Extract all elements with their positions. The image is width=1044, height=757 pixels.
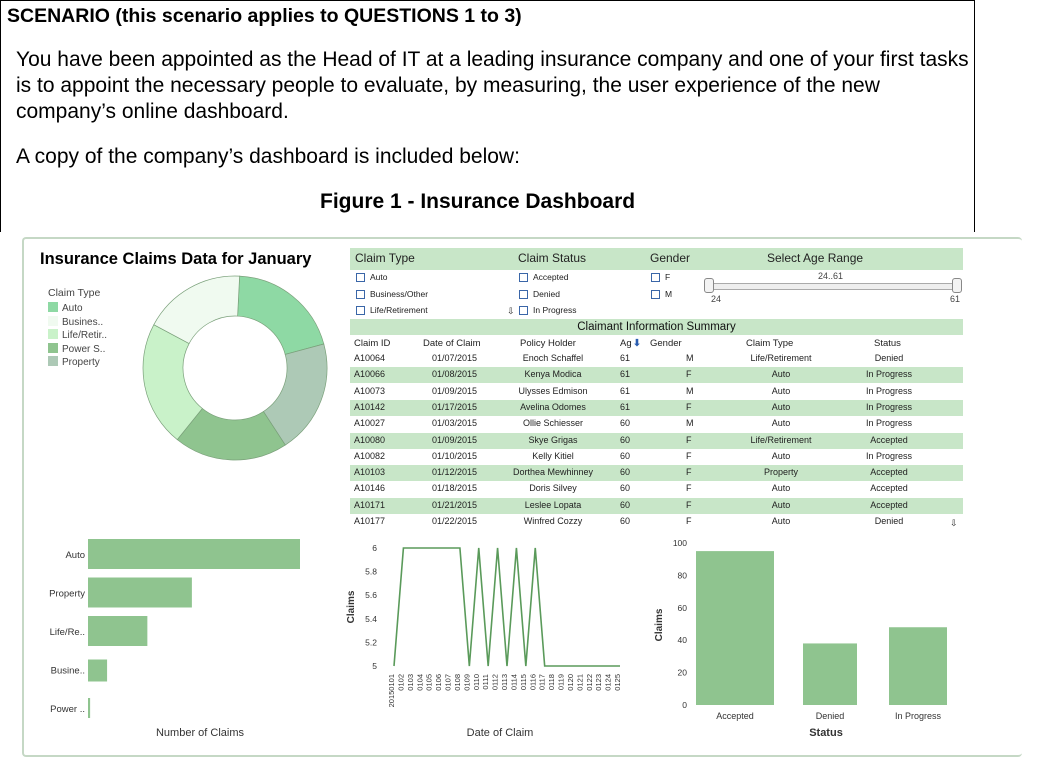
x-axis-title: Date of Claim [466, 727, 534, 739]
bar[interactable] [88, 698, 90, 718]
table-cell: A10171 [354, 499, 386, 510]
table-cell: F [686, 467, 692, 478]
claims-by-date-line-chart [340, 540, 630, 742]
table-cell: 60 [620, 418, 631, 429]
table-cell: Auto [771, 385, 791, 396]
table-cell: Ulysses Edmison [518, 385, 588, 396]
table-row[interactable] [350, 433, 963, 449]
col-header-policy-holder[interactable]: Policy Holder [520, 338, 576, 349]
filter-option-denied[interactable]: Denied [519, 289, 560, 300]
legend-swatch [48, 329, 58, 339]
table-cell: 60 [620, 516, 631, 526]
legend-label: Life/Retir.. [62, 330, 108, 341]
x-tick-label: 0121 [575, 674, 585, 691]
scenario-title: SCENARIO (this scenario applies to QUESTIONS 1 to 3) [7, 5, 522, 27]
table-cell: 01/09/2015 [432, 385, 478, 396]
table-cell: F [686, 483, 692, 494]
filter-option-in-progress[interactable]: In Progress [519, 305, 576, 316]
table-cell: Property [763, 467, 798, 478]
age-slider-max-handle[interactable] [952, 278, 962, 293]
x-axis-title: Status [809, 727, 843, 739]
x-tick-label: 0103 [405, 674, 415, 691]
table-cell: 60 [620, 450, 631, 461]
table-cell: 01/18/2015 [432, 483, 478, 494]
checkbox-icon [356, 306, 365, 315]
table-cell: Auto [771, 418, 791, 429]
age-min-label: 24 [711, 294, 722, 304]
table-cell: 61 [620, 369, 631, 380]
x-tick-label: 0125 [613, 674, 622, 691]
table-cell: 01/10/2015 [432, 450, 478, 461]
checkbox-icon [651, 290, 660, 299]
col-header-claim-id[interactable]: Claim ID [354, 338, 391, 349]
y-axis-title: Claims [654, 608, 665, 642]
age-max-label: 61 [950, 294, 961, 304]
x-tick-label: 0112 [490, 674, 500, 691]
table-cell: In Progress [865, 418, 913, 429]
table-cell: Accepted [870, 499, 908, 510]
table-cell: 61 [620, 353, 631, 363]
table-cell: Auto [771, 450, 791, 461]
filter-option-female[interactable]: F [651, 272, 670, 283]
table-cell: 01/21/2015 [432, 499, 478, 510]
table-cell: 01/08/2015 [432, 369, 478, 380]
checkbox-icon [519, 273, 528, 282]
legend-item[interactable] [48, 343, 107, 357]
col-header-status[interactable]: Status [874, 338, 901, 349]
table-cell: Accepted [870, 434, 908, 445]
table-cell: Avelina Odomes [520, 401, 586, 412]
table-cell: M [686, 353, 694, 363]
y-tick-label: 5.6 [365, 590, 377, 601]
table-cell: Ollie Schiesser [522, 418, 584, 429]
table-cell: Skye Grigas [528, 434, 578, 445]
col-header-date[interactable]: Date of Claim [423, 338, 481, 349]
table-cell: A10177 [354, 516, 386, 526]
table-cell: F [686, 450, 692, 461]
table-cell: A10146 [354, 483, 386, 494]
x-tick-label: 0106 [434, 674, 444, 691]
table-cell: F [686, 369, 692, 380]
claim-type-filter-label: Claim Type [355, 251, 415, 265]
table-cell: 01/12/2015 [432, 467, 478, 478]
y-tick-label: 60 [677, 602, 687, 613]
x-tick-label: 0105 [424, 674, 434, 691]
y-tick-label: 5.8 [365, 566, 377, 577]
claims-by-status-bar-chart [650, 535, 970, 742]
legend-label: Auto [62, 303, 83, 314]
table-cell: 60 [620, 434, 631, 445]
category-label: Auto [65, 550, 85, 561]
table-row[interactable] [350, 384, 963, 400]
scenario-copy-line: A copy of the company’s dashboard is included below: [16, 145, 520, 168]
checkbox-icon [519, 306, 528, 315]
table-cell: Denied [874, 516, 904, 526]
legend-label: Power S.. [62, 343, 106, 355]
y-tick-label: 20 [677, 667, 687, 678]
table-row[interactable] [350, 416, 963, 432]
y-tick-label: 6 [372, 543, 377, 553]
table-cell: 01/09/2015 [432, 434, 478, 445]
claims-by-type-bar-chart [38, 535, 318, 742]
table-cell: A10082 [354, 450, 386, 461]
sort-down-icon[interactable]: ⬇ [633, 338, 641, 349]
col-header-claim-type[interactable]: Claim Type [746, 338, 794, 349]
x-tick-label: 0104 [415, 674, 425, 691]
table-cell: Doris Silvey [529, 483, 577, 494]
table-cell: A10064 [354, 353, 386, 363]
legend-item[interactable] [48, 356, 107, 370]
table-row[interactable] [350, 351, 963, 367]
legend-swatch [48, 343, 58, 353]
y-tick-label: 40 [677, 635, 687, 646]
col-header-gender[interactable]: Gender [650, 338, 682, 349]
table-cell: Auto [771, 516, 791, 526]
legend-label: Busines.. [62, 316, 104, 328]
x-tick-label: 0118 [547, 674, 557, 691]
table-cell: A10066 [354, 369, 386, 380]
claim-status-filter-label: Claim Status [518, 251, 587, 265]
bar[interactable] [88, 660, 107, 682]
filter-option-accepted[interactable]: Accepted [519, 272, 568, 283]
dashboard-title: Insurance Claims Data for January [40, 250, 312, 268]
table-row[interactable] [350, 481, 963, 497]
checkbox-icon [519, 290, 528, 299]
x-tick-label: 0119 [556, 674, 566, 691]
table-cell: F [686, 401, 692, 412]
age-range-slider[interactable] [708, 283, 962, 290]
x-tick-label: 0122 [584, 674, 594, 691]
table-cell: Auto [771, 483, 791, 494]
table-cell: A10103 [354, 467, 386, 478]
table-cell: M [686, 385, 694, 396]
scroll-down-icon[interactable]: ⇩ [950, 518, 958, 528]
y-tick-label: 5.4 [365, 613, 377, 624]
x-tick-label: 0110 [471, 674, 481, 691]
table-cell: 61 [620, 385, 631, 396]
x-tick-label: In Progress [894, 711, 942, 721]
table-cell: Life/Retirement [750, 434, 812, 445]
table-cell: In Progress [865, 369, 913, 380]
table-cell: In Progress [865, 385, 913, 396]
bar[interactable] [696, 551, 774, 705]
x-tick-label: 0102 [396, 674, 406, 691]
table-cell: Kenya Modica [524, 369, 582, 380]
x-tick-label: 0113 [500, 674, 509, 691]
legend-item[interactable] [48, 316, 107, 330]
table-cell: F [686, 499, 692, 510]
table-cell: A10080 [354, 434, 386, 445]
x-axis-title: Number of Claims [155, 727, 245, 739]
table-row[interactable] [350, 449, 963, 465]
table-row[interactable] [350, 367, 963, 383]
x-tick-label: 0116 [528, 674, 538, 691]
category-label: Property [49, 588, 85, 600]
col-header-age[interactable]: Ag [620, 338, 632, 349]
x-tick-label: 0111 [481, 674, 491, 690]
category-label: Busine.. [50, 665, 85, 677]
category-label: Life/Re.. [49, 627, 85, 638]
table-cell: In Progress [865, 450, 913, 461]
table-cell: Kelly Kitiel [532, 450, 574, 461]
table-row[interactable] [350, 514, 963, 530]
x-tick-label: 0120 [565, 674, 575, 691]
table-row[interactable] [350, 400, 963, 416]
x-tick-label: 0107 [443, 674, 453, 691]
y-axis-title: Claims [346, 590, 357, 624]
y-tick-label: 80 [677, 570, 687, 581]
scenario-paragraph: You have been appointed as the Head of IT at a leading insurance company and one of your first tasks is to appoint the necessary people to evaluate, by measuring, the user experience of the new company’s online dashboard. [16, 48, 969, 123]
table-cell: In Progress [865, 401, 913, 412]
table-cell: 01/17/2015 [432, 401, 478, 412]
table-cell: 60 [620, 499, 631, 510]
table-row[interactable] [350, 498, 963, 514]
table-cell: M [686, 418, 694, 429]
age-range-filter-label: Select Age Range [767, 251, 864, 265]
bar[interactable] [88, 539, 300, 569]
table-cell: Auto [771, 401, 791, 412]
filter-option-male[interactable]: M [651, 289, 672, 300]
legend-label: Property [62, 357, 100, 368]
table-cell: Dorthea Mewhinney [512, 467, 594, 478]
legend-swatch [48, 356, 58, 366]
table-cell: 60 [620, 483, 631, 494]
table-cell: Leslee Lopata [524, 499, 582, 510]
legend-swatch [48, 316, 58, 326]
claim-type-legend [48, 302, 107, 370]
sort-arrow-icon[interactable]: ⇩ [507, 306, 515, 316]
table-cell: Accepted [870, 483, 908, 494]
y-tick-label: 0 [682, 700, 687, 710]
table-cell: 01/22/2015 [432, 516, 478, 526]
x-tick-label: 0123 [594, 674, 604, 691]
y-tick-label: 5.2 [365, 637, 377, 648]
filter-option-auto[interactable]: Auto [356, 272, 388, 283]
age-slider-min-handle[interactable] [704, 278, 714, 293]
bar[interactable] [889, 627, 947, 705]
table-cell: A10073 [354, 385, 386, 396]
y-tick-label: 100 [672, 538, 687, 548]
x-tick-label: 0115 [518, 674, 528, 691]
checkbox-icon [651, 273, 660, 282]
x-tick-label: 0109 [462, 674, 472, 691]
legend-item[interactable] [48, 302, 107, 316]
figure-caption: Figure 1 - Insurance Dashboard [320, 190, 636, 213]
table-cell: 01/07/2015 [432, 353, 478, 363]
table-cell: 60 [620, 467, 631, 478]
x-tick-label: 0114 [509, 674, 519, 691]
checkbox-icon [356, 290, 365, 299]
filter-option-life[interactable]: Life/Retirement [356, 305, 428, 316]
table-cell: F [686, 516, 692, 526]
bar[interactable] [88, 578, 192, 608]
table-cell: A10142 [354, 401, 386, 412]
legend-swatch [48, 302, 58, 312]
legend-title: Claim Type [48, 287, 101, 299]
claim-type-donut-chart [140, 268, 330, 468]
bar[interactable] [803, 643, 857, 705]
legend-item[interactable] [48, 329, 107, 343]
checkbox-icon [356, 273, 365, 282]
table-cell: 01/03/2015 [432, 418, 478, 429]
x-tick-label: Denied [815, 711, 845, 721]
table-cell: Denied [874, 353, 904, 363]
category-label: Power .. [50, 704, 85, 715]
table-cell: Auto [771, 369, 791, 380]
table-cell: 61 [620, 401, 631, 412]
filter-option-business[interactable]: Business/Other [356, 289, 428, 300]
x-tick-label: 0124 [603, 674, 613, 691]
table-title: Claimant Information Summary [577, 321, 736, 333]
x-tick-label: 0117 [537, 674, 547, 691]
table-cell: Enoch Schaffel [522, 353, 584, 363]
table-cell: A10027 [354, 418, 386, 429]
donut-slice[interactable] [238, 276, 324, 354]
bar[interactable] [88, 616, 147, 646]
table-cell: Accepted [870, 467, 908, 478]
x-tick-label: Accepted [716, 711, 754, 721]
gender-filter-label: Gender [650, 251, 691, 265]
x-tick-label: 0108 [452, 674, 462, 691]
table-cell: Life/Retirement [750, 353, 812, 363]
x-tick-label: 20150101 [387, 674, 396, 708]
table-cell: F [686, 434, 692, 445]
series-line[interactable] [394, 548, 620, 666]
age-range-value: 24..61 [818, 271, 844, 281]
table-cell: Winfred Cozzy [523, 516, 583, 526]
table-cell: Auto [771, 499, 791, 510]
y-tick-label: 5 [372, 661, 377, 671]
table-row[interactable] [350, 465, 963, 481]
